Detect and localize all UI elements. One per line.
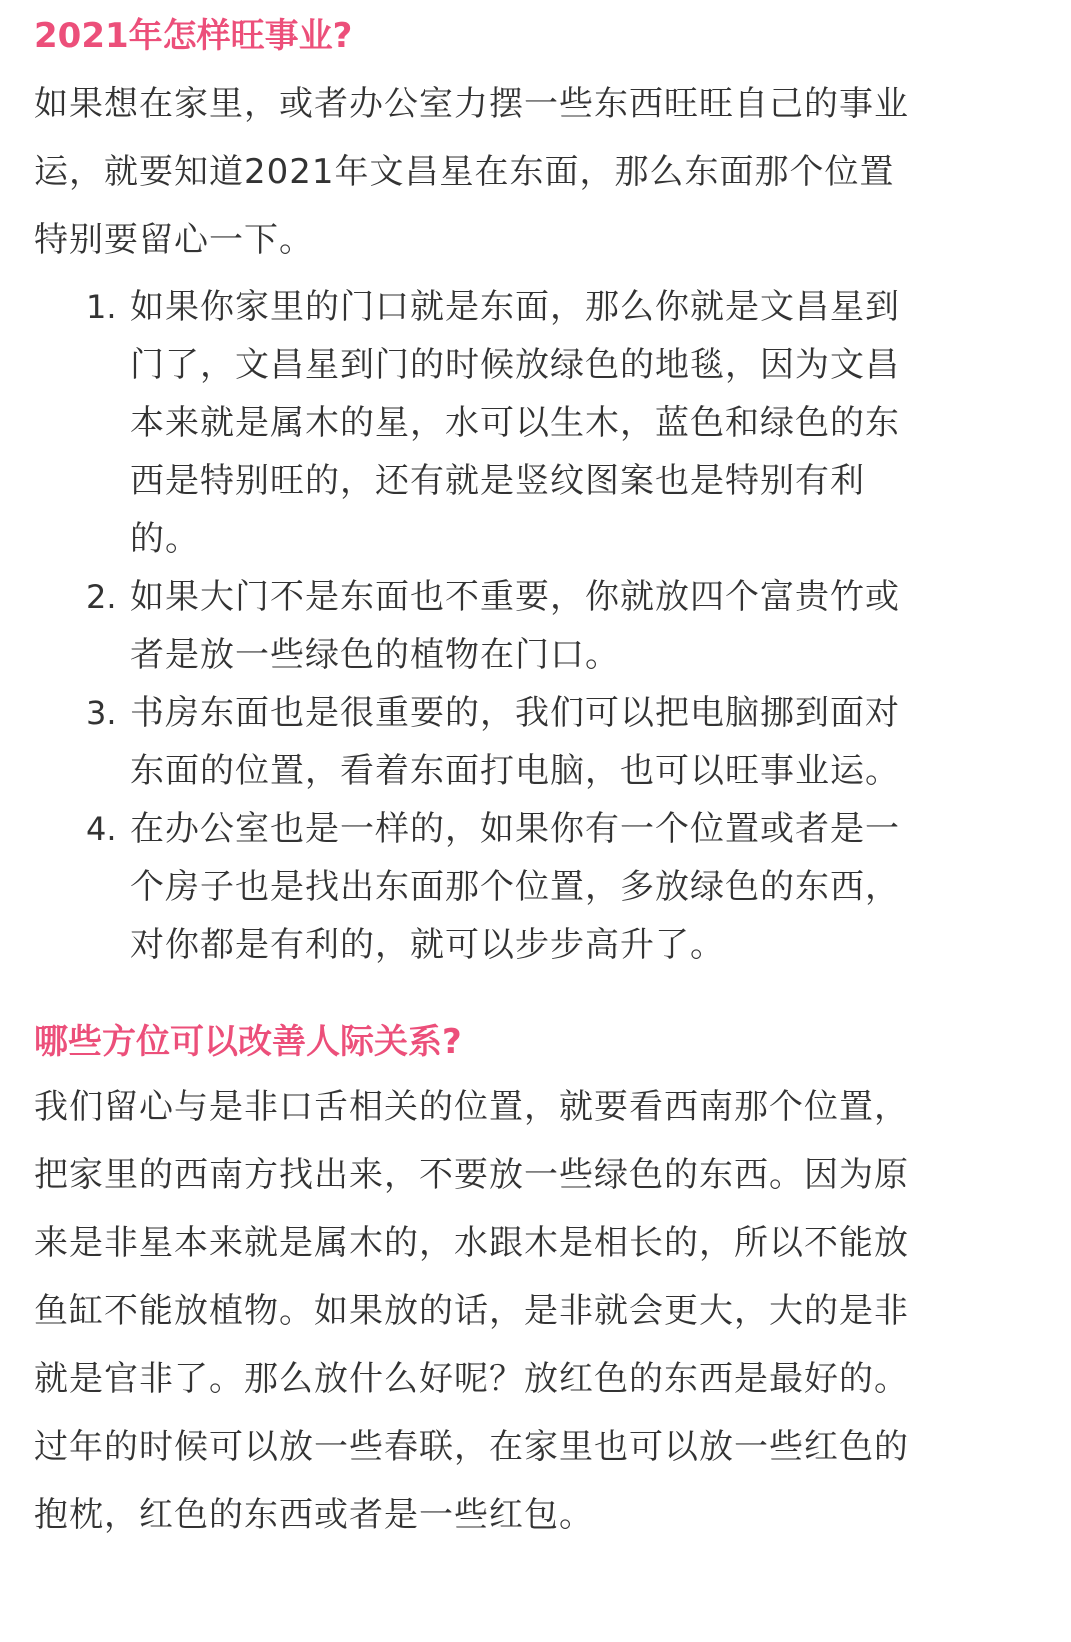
relationships-paragraph xyxy=(34,1073,1034,1549)
text-line: 个房子也是找出东面那个位置，多放绿色的东西， xyxy=(130,867,900,907)
list-item xyxy=(86,684,1046,800)
intro-paragraph xyxy=(34,70,1034,274)
text-line: 就是官非了。那么放什么好呢？放红色的东西是最好的。 xyxy=(34,1359,909,1399)
text-line: 在办公室也是一样的，如果你有一个位置或者是一 xyxy=(130,809,900,849)
text-line: 如果想在家里，或者办公室力摆一些东西旺旺自己的事业 xyxy=(34,84,909,124)
text-line: 门了，文昌星到门的时候放绿色的地毯，因为文昌 xyxy=(130,345,900,385)
text-line: 运，就要知道2021年文昌星在东面，那么东面那个位置 xyxy=(34,152,895,192)
list-item xyxy=(86,278,1046,568)
text-line: 书房东面也是很重要的，我们可以把电脑挪到面对 xyxy=(130,693,900,733)
text-line: 如果你家里的门口就是东面，那么你就是文昌星到 xyxy=(130,287,900,327)
text-line: 的。 xyxy=(130,519,200,559)
list-item xyxy=(86,568,1046,684)
section-heading-career: 2021年怎样旺事业? xyxy=(34,16,353,56)
text-line: 把家里的西南方找出来，不要放一些绿色的东西。因为原 xyxy=(34,1155,909,1195)
text-line: 我们留心与是非口舌相关的位置，就要看西南那个位置， xyxy=(34,1087,909,1127)
text-line: 鱼缸不能放植物。如果放的话，是非就会更大，大的是非 xyxy=(34,1291,909,1331)
text-line: 对你都是有利的，就可以步步高升了。 xyxy=(130,925,725,965)
text-line: 本来就是属木的星，水可以生木，蓝色和绿色的东 xyxy=(130,403,900,443)
text-line: 特别要留心一下。 xyxy=(34,220,314,260)
section-heading-relationships: 哪些方位可以改善人际关系? xyxy=(34,1022,462,1062)
list-number: 3. xyxy=(86,694,117,732)
text-line: 过年的时候可以放一些春联，在家里也可以放一些红色的 xyxy=(34,1427,909,1467)
text-line: 东面的位置，看着东面打电脑，也可以旺事业运。 xyxy=(130,751,900,791)
text-line: 者是放一些绿色的植物在门口。 xyxy=(130,635,620,675)
tips-list xyxy=(86,278,1046,974)
list-number: 4. xyxy=(86,810,117,848)
list-item xyxy=(86,800,1046,974)
text-line: 来是非星本来就是属木的，水跟木是相长的，所以不能放 xyxy=(34,1223,909,1263)
text-line: 西是特别旺的，还有就是竖纹图案也是特别有利 xyxy=(130,461,865,501)
text-line: 如果大门不是东面也不重要，你就放四个富贵竹或 xyxy=(130,577,900,617)
text-line: 抱枕，红色的东西或者是一些红包。 xyxy=(34,1495,594,1535)
list-number: 2. xyxy=(86,578,117,616)
list-number: 1. xyxy=(86,288,117,326)
